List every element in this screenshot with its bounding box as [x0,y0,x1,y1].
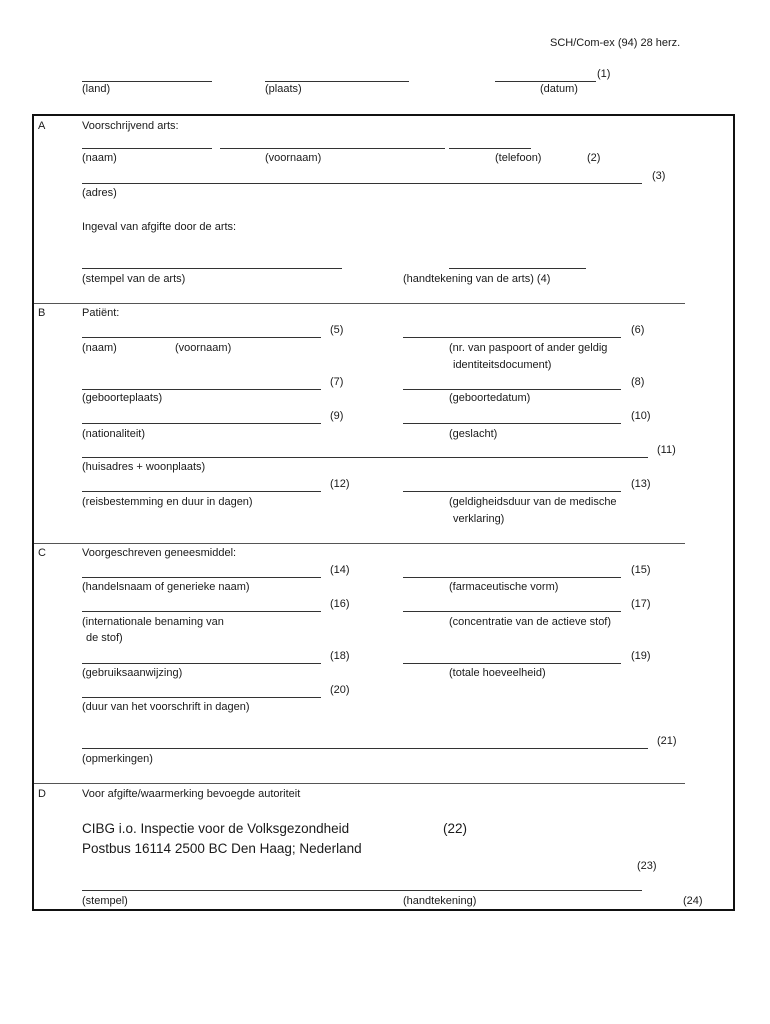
label-patient-naam: (naam) [82,342,117,354]
section-c-letter: C [38,547,46,559]
arts-adres-line [82,183,642,184]
label-farmaceutische-vorm: (farmaceutische vorm) [449,581,559,593]
handelsnaam-line [82,577,321,578]
section-c-title: Voorgeschreven geneesmiddel: [82,547,237,559]
label-datum: (datum) [540,83,578,95]
label-paspoort-2: identiteitsdocument) [453,359,552,371]
label-n7: (7) [330,376,344,388]
plaats-line [265,81,409,82]
label-n18: (18) [330,650,350,662]
label-n19: (19) [631,650,651,662]
section-b-letter: B [38,307,46,319]
label-reisbestemming: (reisbestemming en duur in dagen) [82,496,253,508]
duur-voorschrift-line [82,697,321,698]
document-reference: SCH/Com-ex (94) 28 herz. [550,37,681,49]
label-geldigheidsduur-2: verklaring) [453,513,505,525]
label-autoriteit-stempel: (stempel) [82,895,128,907]
label-arts-stempel: (stempel van de arts) [82,273,186,285]
label-n10: (10) [631,410,651,422]
label-n24: (24) [683,895,703,907]
arts-stempel-line [82,268,342,269]
authority-address: Postbus 16114 2500 BC Den Haag; Nederland [82,841,362,856]
label-plaats: (plaats) [265,83,302,95]
nationaliteit-line [82,423,321,424]
reisbestemming-line [82,491,321,492]
label-n22: (22) [443,821,468,836]
geboorteplaats-line [82,389,321,390]
label-n17: (17) [631,598,651,610]
internationale-benaming-line [82,611,321,612]
geboortedatum-line [403,389,621,390]
label-handelsnaam: (handelsnaam of generieke naam) [82,581,250,593]
opmerkingen-line [82,748,648,749]
label-n23: (23) [637,860,657,872]
label-n15: (15) [631,564,651,576]
huisadres-line [82,457,648,458]
divider-c-d [34,783,685,784]
label-n20: (20) [330,684,350,696]
label-n16: (16) [330,598,350,610]
concentratie-line [403,611,621,612]
arts-telefoon-line [449,148,531,149]
label-concentratie: (concentratie van de actieve stof) [449,616,612,628]
label-land: (land) [82,83,111,95]
patient-naam-line [82,337,321,338]
label-n12: (12) [330,478,350,490]
label-geslacht: (geslacht) [449,428,498,440]
gebruiksaanwijzing-line [82,663,321,664]
label-n14: (14) [330,564,350,576]
label-totale-hoeveelheid: (totale hoeveelheid) [449,667,546,679]
section-d-title: Voor afgifte/waarmerking bevoegde autoriteit [82,788,301,800]
label-n8: (8) [631,376,645,388]
datum-line [495,81,596,82]
totale-hoeveelheid-line [403,663,621,664]
label-n13: (13) [631,478,651,490]
authority-name: CIBG i.o. Inspectie voor de Volksgezondheid [82,821,350,836]
label-geldigheidsduur-1: (geldigheidsduur van de medische [449,496,617,508]
label-geboortedatum: (geboortedatum) [449,392,531,404]
farmaceutische-vorm-line [403,577,621,578]
label-n5: (5) [330,324,344,336]
divider-b-c [34,543,685,544]
label-geboorteplaats: (geboorteplaats) [82,392,163,404]
paspoort-line [403,337,621,338]
label-n21: (21) [657,735,677,747]
label-n2: (2) [587,152,601,164]
label-arts-handtekening: (handtekening van de arts) (4) [403,273,551,285]
label-arts-naam: (naam) [82,152,117,164]
geldigheidsduur-line [403,491,621,492]
label-arts-voornaam: (voornaam) [265,152,322,164]
section-a-letter: A [38,120,46,132]
label-patient-voornaam: (voornaam) [175,342,232,354]
label-n11: (11) [657,444,676,456]
label-n3: (3) [652,170,666,182]
label-internationale-benaming-1: (internationale benaming van [82,616,224,628]
label-huisadres: (huisadres + woonplaats) [82,461,206,473]
label-duur-voorschrift: (duur van het voorschrift in dagen) [82,701,250,713]
label-paspoort-1: (nr. van paspoort of ander geldig [449,342,608,354]
autoriteit-signature-line [82,890,642,891]
label-opmerkingen: (opmerkingen) [82,753,153,765]
label-nationaliteit: (nationaliteit) [82,428,145,440]
divider-a-b [34,303,685,304]
label-n6: (6) [631,324,645,336]
section-b-title: Patiënt: [82,307,120,319]
arts-voornaam-line [220,148,445,149]
arts-naam-line [82,148,212,149]
arts-handtekening-line [449,268,586,269]
label-gebruiksaanwijzing: (gebruiksaanwijzing) [82,667,183,679]
label-n9: (9) [330,410,344,422]
label-arts-adres: (adres) [82,187,117,199]
section-a-title: Voorschrijvend arts: [82,120,179,132]
label-n1: (1) [597,68,611,80]
label-autoriteit-handtekening: (handtekening) [403,895,477,907]
label-internationale-benaming-2: de stof) [86,632,123,644]
label-arts-telefoon: (telefoon) [495,152,542,164]
geslacht-line [403,423,621,424]
afgifte-door-arts-text: Ingeval van afgifte door de arts: [82,221,237,233]
section-d-letter: D [38,788,46,800]
land-line [82,81,212,82]
